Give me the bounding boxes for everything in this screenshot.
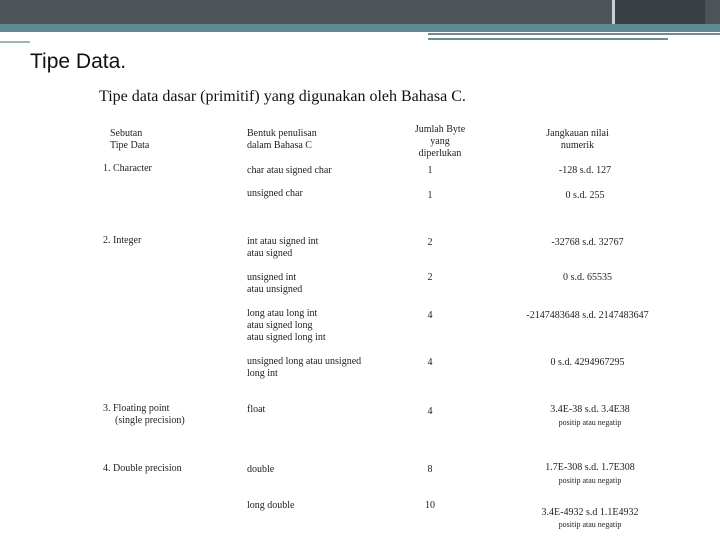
type-form-text: unsigned int — [247, 272, 297, 283]
type-form-text: atau signed — [247, 248, 293, 259]
type-form-text: unsigned long atau unsigned — [247, 356, 362, 367]
header-text: yang — [430, 136, 450, 147]
type-form-text: atau unsigned — [247, 284, 303, 295]
type-bytes: 1 — [427, 165, 433, 176]
type-range: -2147483648 s.d. 2147483647 — [526, 310, 649, 321]
type-form-text: atau signed long — [247, 320, 313, 331]
type-form: long double — [247, 500, 295, 511]
header-text: Jangkauan nilai — [546, 128, 609, 139]
header-jangkauan — [520, 128, 635, 152]
category-double: 4. Double precision — [103, 463, 182, 474]
type-range: 0 s.d. 255 — [565, 190, 605, 201]
top-banner-accent — [0, 24, 720, 32]
decorative-rule — [428, 38, 668, 40]
header-text: Tipe Data — [110, 140, 150, 151]
header-jumlah — [395, 124, 485, 160]
type-range: 1.7E-308 s.d. 1.7E308 — [545, 462, 635, 473]
header-text: diperlukan — [418, 148, 462, 159]
type-form-text: atau signed long int — [247, 332, 326, 343]
decorative-rule — [0, 41, 30, 43]
sign-note: positip atau negatip — [558, 520, 622, 529]
category-character: 1. Character — [103, 163, 152, 174]
type-form — [247, 356, 361, 380]
category-floating — [103, 403, 185, 427]
type-bytes: 1 — [427, 190, 433, 201]
header-text: Sebutan — [110, 128, 143, 139]
type-bytes: 4 — [427, 406, 433, 417]
category-text: (single precision) — [115, 415, 185, 426]
type-range: -128 s.d. 127 — [558, 165, 612, 176]
header-text: numerik — [560, 140, 595, 151]
category-integer: 2. Integer — [103, 235, 142, 246]
type-form-text: int atau signed int — [247, 236, 319, 247]
decorative-rule — [428, 33, 720, 35]
type-form-text: long atau long int — [247, 308, 318, 319]
type-form — [247, 272, 302, 296]
type-bytes: 2 — [427, 237, 433, 248]
header-text: dalam Bahasa C — [247, 140, 312, 151]
sign-note: positip atau negatip — [558, 476, 622, 485]
slide-title: Tipe Data. — [30, 50, 127, 73]
type-range: 0 s.d. 65535 — [563, 272, 612, 283]
type-form-text: long int — [247, 368, 278, 379]
slide-subtitle: Tipe data dasar (primitif) yang digunakan oleh Bahasa C. — [99, 88, 466, 105]
header-sebutan — [110, 128, 149, 152]
type-form: char atau signed char — [247, 165, 332, 176]
type-range: 3.4E-38 s.d. 3.4E38 — [550, 404, 630, 415]
type-range: 3.4E-4932 s.d 1.1E4932 — [541, 507, 639, 518]
type-bytes: 10 — [425, 500, 435, 511]
type-form: float — [247, 404, 266, 415]
header-bentuk — [247, 128, 317, 152]
type-form — [247, 308, 326, 344]
sign-note: positip atau negatip — [558, 418, 622, 427]
type-bytes: 8 — [427, 464, 433, 475]
type-range: -32768 s.d. 32767 — [551, 237, 624, 248]
type-form — [247, 236, 318, 260]
type-form: unsigned char — [247, 188, 303, 199]
type-bytes: 4 — [427, 310, 433, 321]
type-form: double — [247, 464, 275, 475]
type-range: 0 s.d. 4294967295 — [550, 357, 625, 368]
type-bytes: 4 — [427, 357, 433, 368]
top-banner-block — [612, 0, 705, 24]
header-text: Bentuk penulisan — [247, 128, 317, 139]
category-text: 3. Floating point — [103, 403, 170, 414]
type-bytes: 2 — [427, 272, 433, 283]
header-text: Jumlah Byte — [414, 124, 466, 135]
